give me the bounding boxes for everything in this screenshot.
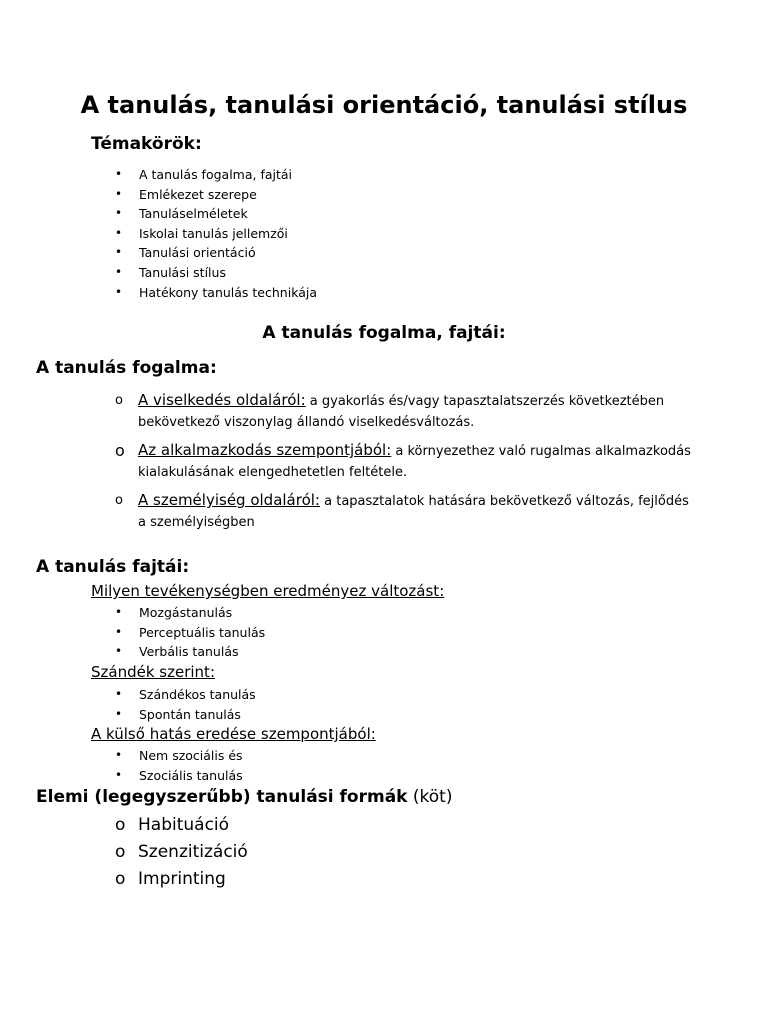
circle-bullet-icon: o <box>115 493 123 508</box>
group-heading: A külső hatás eredése szempontjából: <box>91 725 376 743</box>
group-list <box>115 746 243 785</box>
list-item: • Iskolai tanulás jellemzői <box>115 224 317 244</box>
list-item: • Emlékezet szerepe <box>115 185 317 205</box>
bullet-icon: • <box>115 264 123 279</box>
list-item: • Tanulási orientáció <box>115 243 317 263</box>
bullet-icon: • <box>115 706 123 721</box>
definition-text: a környezethez való rugalmas alkalmazkodás kialakulásának elengedhetetlen feltétele. <box>138 444 691 480</box>
list-item: o Imprinting <box>115 866 248 893</box>
list-item: • Tanuláselméletek <box>115 204 317 224</box>
bullet-icon: • <box>115 624 123 639</box>
bullet-icon: • <box>115 225 123 240</box>
list-item: • Verbális tanulás <box>115 642 265 662</box>
bullet-icon: • <box>115 245 123 260</box>
group-list <box>115 603 265 662</box>
list-item: • Tanulási stílus <box>115 263 317 283</box>
list-item: • Mozgástanulás <box>115 603 265 623</box>
list-item: • Perceptuális tanulás <box>115 623 265 643</box>
circle-bullet-icon: o <box>115 842 126 862</box>
group-list <box>115 685 256 724</box>
definition-text: a tapasztalatok hatására bekövetkező változás, fejlődés a személyiségben <box>138 494 689 530</box>
concept-heading: A tanulás fogalma: <box>36 358 217 378</box>
bullet-icon: • <box>115 186 123 201</box>
definition-personality <box>115 490 695 533</box>
list-item: • Szándékos tanulás <box>115 685 256 705</box>
list-item: • Nem szociális és <box>115 746 243 766</box>
section-heading: A tanulás fogalma, fajtái: <box>262 323 506 343</box>
bullet-icon: • <box>115 206 123 221</box>
list-item: • Hatékony tanulás technikája <box>115 283 317 303</box>
bullet-icon: • <box>115 284 123 299</box>
definition-text: a gyakorlás és/vagy tapasztalatszerzés következtében bekövetkező viszonylag állandó viselkedésváltozás. <box>138 394 665 430</box>
list-item: • A tanulás fogalma, fajtái <box>115 165 317 185</box>
bullet-icon: • <box>115 644 123 659</box>
bullet-icon: • <box>115 748 123 762</box>
topics-heading: Témakörök: <box>91 134 202 154</box>
definition-term: A személyiség oldaláról: <box>138 491 320 509</box>
bullet-icon: • <box>115 687 123 701</box>
list-item: o Habituáció <box>115 812 248 839</box>
list-item: • Szociális tanulás <box>115 766 243 786</box>
circle-bullet-icon: o <box>115 815 126 835</box>
definition-term: A viselkedés oldaláról: <box>138 391 306 409</box>
circle-bullet-icon: o <box>115 441 125 460</box>
definition-term: Az alkalmazkodás szempontjából: <box>138 441 392 459</box>
bullet-icon: • <box>115 605 123 619</box>
definition-adaptation <box>115 440 695 483</box>
elemi-list <box>115 812 248 893</box>
list-item: • Spontán tanulás <box>115 705 256 725</box>
group-heading: Szándék szerint: <box>91 663 215 681</box>
circle-bullet-icon: o <box>115 393 123 408</box>
list-item: o Szenzitizáció <box>115 839 248 866</box>
bullet-icon: • <box>115 167 123 181</box>
page-title: A tanulás, tanulási orientáció, tanulási stílus <box>80 91 688 119</box>
types-heading: A tanulás fajtái: <box>36 557 190 577</box>
group-heading: Milyen tevékenységben eredményez változást: <box>91 582 445 600</box>
circle-bullet-icon: o <box>115 869 126 889</box>
topics-list <box>115 165 317 302</box>
definition-behavior <box>115 390 695 433</box>
bullet-icon: • <box>115 767 123 782</box>
elemi-heading: Elemi (legegyszerűbb) tanulási formák (köt) <box>36 787 453 807</box>
